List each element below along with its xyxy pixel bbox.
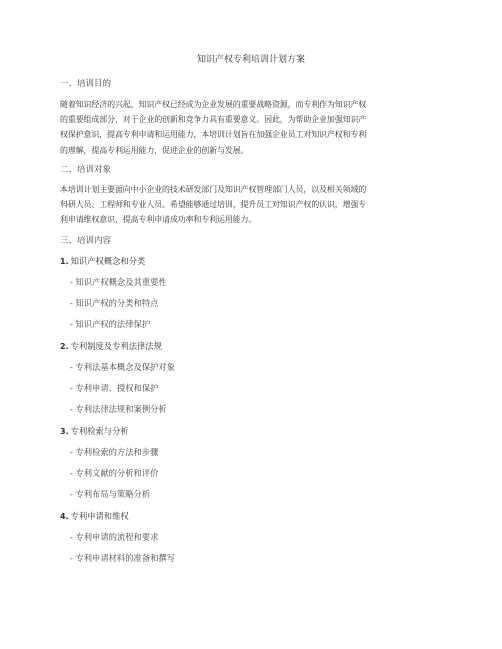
list-item: - 专利申请材料的准备和撰写 bbox=[70, 553, 176, 563]
list-item: - 专利申请、授权和保护 bbox=[70, 383, 159, 393]
topic-number: 4. bbox=[60, 512, 69, 521]
topic-label: 知识产权概念和分类 bbox=[70, 256, 146, 266]
topic-number: 1. bbox=[60, 257, 69, 266]
paragraph-line: 本培训计划主要面向中小企业的技术研发部门及知识产权管理部门人员，以及相关领域的 bbox=[60, 185, 367, 194]
list-item: - 专利法律法规和案例分析 bbox=[70, 404, 167, 414]
list-item: - 知识产权概念及其重要性 bbox=[70, 277, 167, 287]
paragraph-line: 随着知识经济的兴起，知识产权已经成为企业发展的重要战略资源，而专利作为知识产权 bbox=[60, 100, 367, 109]
list-item: - 专利检索的方法和步骤 bbox=[70, 447, 159, 457]
topic-heading bbox=[60, 255, 145, 268]
topic-heading bbox=[60, 340, 162, 353]
list-item: - 知识产权的分类和特点 bbox=[70, 298, 159, 308]
list-item: - 专利法基本概念及保护对象 bbox=[70, 362, 176, 372]
section-heading-content: 三、培训内容 bbox=[60, 236, 112, 246]
topic-number: 3. bbox=[60, 427, 69, 436]
list-item: - 专利申请的流程和要求 bbox=[70, 532, 159, 542]
section-paragraph-purpose bbox=[60, 97, 442, 158]
list-item: - 专利文献的分析和评价 bbox=[70, 468, 159, 478]
topic-number: 2. bbox=[60, 342, 69, 351]
section-heading-audience: 二、培训对象 bbox=[60, 165, 112, 175]
list-item: - 知识产权的法律保护 bbox=[70, 319, 151, 329]
topic-heading bbox=[60, 425, 129, 438]
section-paragraph-audience bbox=[60, 182, 442, 228]
paragraph-line: 科研人员、工程师和专业人员。希望能够通过培训，提升员工对知识产权的认识，增强专 bbox=[60, 200, 367, 210]
section-heading-purpose: 一、培训目的 bbox=[60, 79, 112, 89]
document-title: 知识产权专利培训计划方案 bbox=[196, 55, 305, 65]
paragraph-line: 权保护意识，提高专利申请和运用能力，本培训计划旨在加强企业员工对知识产权和专利 bbox=[60, 130, 367, 140]
topic-label: 专利申请和维权 bbox=[70, 511, 129, 521]
topic-heading bbox=[60, 510, 129, 523]
paragraph-line: 的重要组成部分，对于企业的创新和竞争力具有重要意义。因此，为帮助企业加强知识产 bbox=[60, 115, 367, 125]
paragraph-line: 的理解，提高专利运用能力，促进企业的创新与发展。 bbox=[60, 145, 249, 155]
list-item: - 专利布局与策略分析 bbox=[70, 489, 151, 499]
topic-label: 专利制度及专利法律法规 bbox=[70, 341, 162, 351]
paragraph-line: 利申请维权意识，提高专利申请成功率和专利运用能力。 bbox=[60, 215, 257, 225]
topic-label: 专利检索与分析 bbox=[70, 426, 129, 436]
